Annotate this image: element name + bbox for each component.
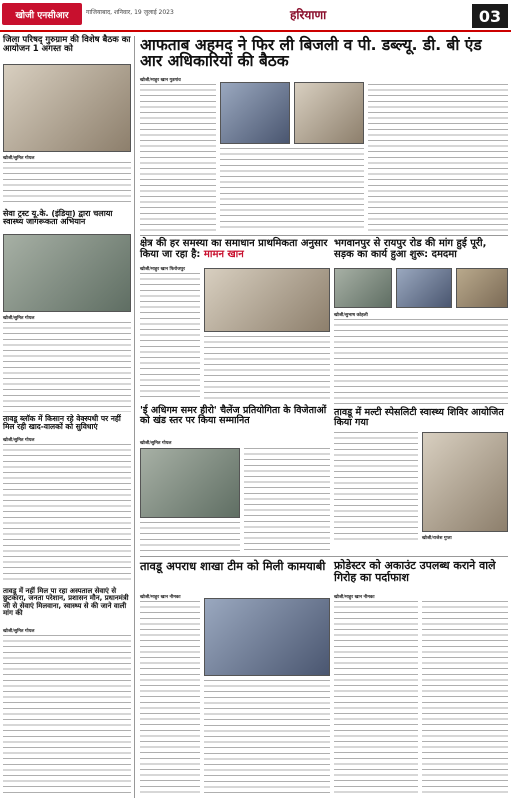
s6-headline: भगवानपुर से रायपुर रोड की मांग हुई पूरी, सड़क का कार्य हुआ शुरू: दमदमा (334, 238, 487, 260)
s7-body (334, 432, 418, 544)
s8-body-col2 (244, 448, 330, 552)
s2-body (3, 322, 131, 412)
s1-byline: खोजी/सुमित गोयल (3, 156, 35, 161)
s10-body-col2 (422, 601, 508, 797)
s5-photo (204, 268, 330, 332)
lead-body-col2 (220, 148, 364, 232)
s7-photo (422, 432, 508, 532)
s2-photo (3, 234, 131, 312)
lead-photo-2 (294, 82, 364, 144)
s6-photo-1 (334, 268, 392, 308)
page-number: 03 (472, 4, 508, 28)
s7-byline: खोजी/राजेश गुप्ता (422, 536, 452, 541)
s6-photo-3 (456, 268, 508, 308)
s5-headline (140, 239, 330, 260)
s5-headline-text: क्षेत्र की हर समस्या का समाधान प्राथमिकता अनुसार किया जा रहा है: (140, 238, 328, 260)
s6-byline: खोजी/सुभाष कोहली (334, 313, 368, 318)
s9-body-col1 (140, 601, 200, 797)
s1-body (3, 162, 131, 206)
row-divider-2 (140, 556, 508, 557)
s7-headline: तावडू में मल्टी स्पेसलिटी स्वास्थ्य शिविर आयोजित किया गया (334, 407, 504, 428)
row-divider (140, 235, 508, 236)
s4-byline: खोजी/सुमित गोयल (3, 629, 35, 634)
s1-headline: जिला परिषद् गुरुग्राम की विशेष बैठक का आयोजन 1 अगस्त को (3, 35, 131, 54)
s2-byline: खोजी/सुमित गोयल (3, 316, 35, 321)
s6-body (334, 319, 508, 405)
s6-photo-2 (396, 268, 452, 308)
s4-headline: तावडू में नहीं मिल पा रहा अस्पताल सेवाएं से छुटकारा, जनता परेशान, प्रशासन मौन, प्रधानमंत्री जी से सेवाएं मिलवाना, स्वास्थ्य से की जाने वाली मांग की (3, 587, 129, 618)
lead-body-col3 (368, 84, 508, 232)
s3-body (3, 444, 131, 584)
lead-photo-1 (220, 82, 290, 144)
s3-headline: तावडू ब्लॉक में किसान रहे वेक्स्पधी पर नहीं मिल रही खाद-वालकों को सुविधाएं (3, 414, 121, 431)
newspaper-logo: खोजी एनसीआर (2, 3, 82, 25)
dateline: गाजियाबाद, शनिवार, 19 जुलाई 2023 (86, 9, 174, 16)
s10-byline: खोजी/माहुर खान नीमका (334, 595, 375, 600)
s8-headline: 'ई अधिगम समर हीरो' चैलेंज प्रतियोगिता के विजेताओं को खंड स्तर पर किया सम्मानित (140, 405, 327, 426)
s9-photo (204, 598, 330, 676)
s3-byline: खोजी/सुमित गोयल (3, 438, 35, 443)
s5-headline-highlight: मामन खान (203, 248, 244, 260)
s8-photo (140, 448, 240, 518)
s9-body-col2 (204, 680, 330, 797)
s4-body (3, 635, 131, 797)
s10-body-col1 (334, 601, 418, 797)
lead-body-col1 (140, 84, 216, 232)
s1-photo (3, 64, 131, 152)
s2-headline: सेवा ट्रस्ट यू.के. (इंडिया) द्वारा चलाया स्वास्थ्य जागरूकता अभियान (3, 209, 113, 227)
s5-body-col1 (140, 273, 200, 401)
s8-body-col1 (140, 522, 240, 552)
lead-headline: आफताब अहमद ने फिर ली बिजली व पी. डब्ल्यू. डी. बी एंड आर अधिकारियों की बैठक (140, 36, 482, 71)
column-divider (134, 36, 135, 798)
section-title: हरियाणा (290, 8, 327, 22)
lead-byline: खोजी/माहुर खान गुडगांव (140, 78, 181, 83)
s8-byline: खोजी/सुमित गोयल (140, 441, 172, 446)
s9-headline: तावडू अपराध शाखा टीम को मिली कामयाबी (140, 559, 326, 573)
s5-body-col2 (204, 336, 330, 402)
s5-byline: खोजी/माहुर खान फिरोजपुर (140, 267, 185, 272)
s10-headline: फ्रोडेस्टर को अकाउंट उपलब्ध कराने वाले गिरोह का पर्दाफाश (334, 559, 496, 584)
s9-byline: खोजी/माहुर खान नीमका (140, 595, 181, 600)
